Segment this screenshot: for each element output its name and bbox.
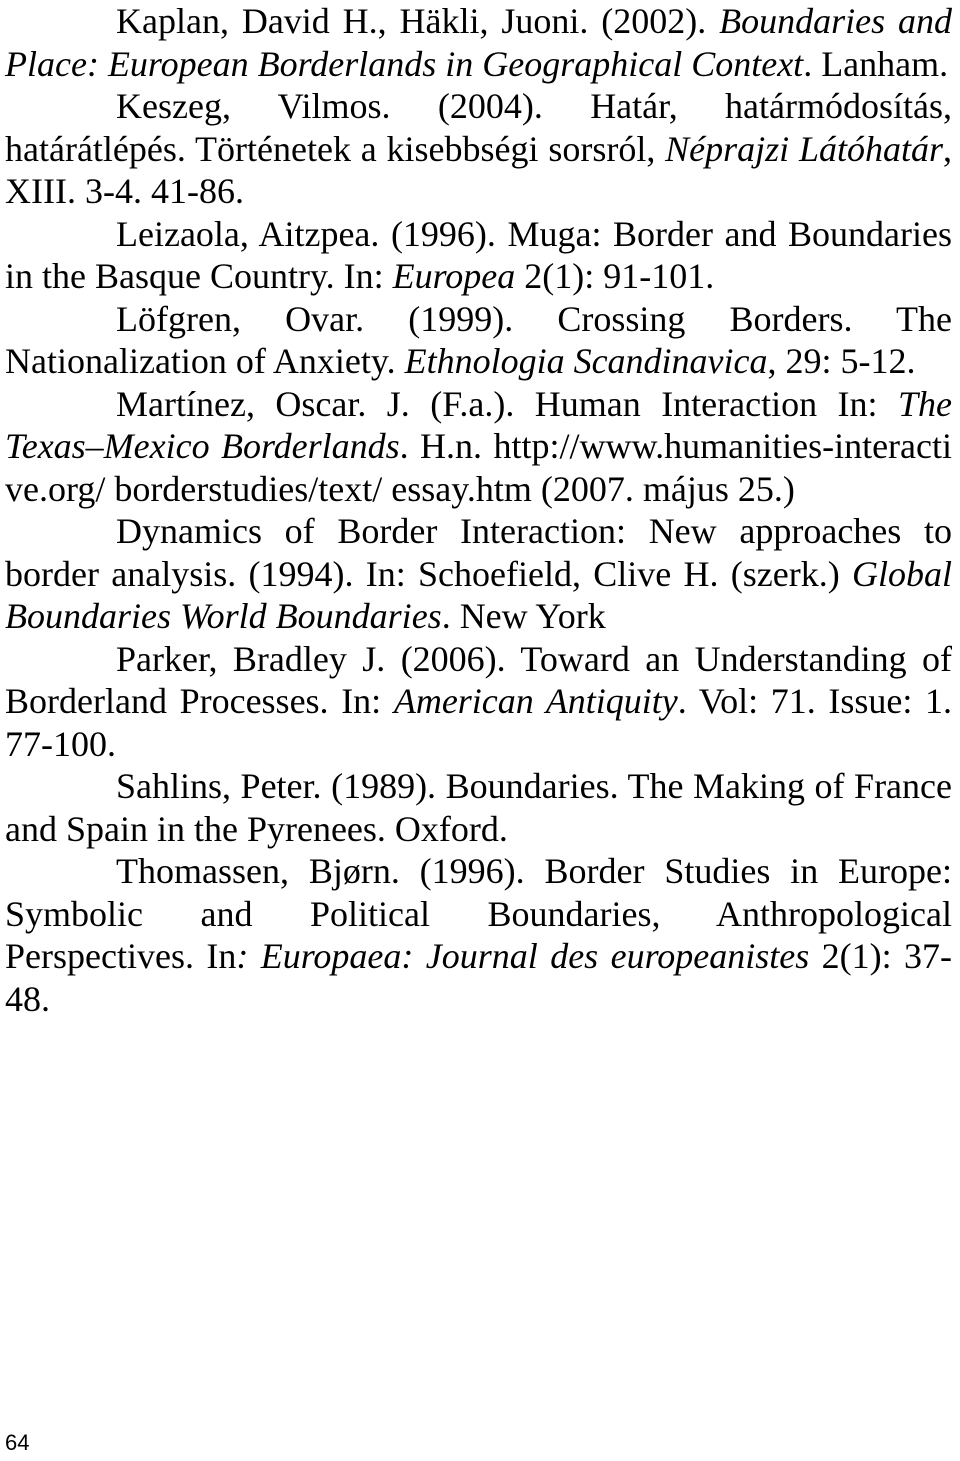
- reference-text: 2(1): 37-48.: [5, 936, 953, 1019]
- reference-text: , 29: 5-12.: [767, 341, 916, 381]
- reference-text: . Lanham.: [803, 43, 949, 84]
- reference-text: Kaplan, David H., Häkli, Juoni. (2002).: [116, 1, 720, 41]
- reference-entry: [5, 85, 952, 213]
- reference-title: Néprajzi Látóhatár: [665, 128, 943, 169]
- reference-title: : Europaea: Journal des europeanistes: [236, 936, 810, 976]
- reference-entry: [5, 765, 952, 850]
- reference-text: Löfgren, Ovar. (1999). Crossing Borders. The Nationalization of Anxiety.: [5, 298, 952, 381]
- reference-text: Martínez, Oscar. J. (F.a.). Human Interaction In:: [116, 383, 898, 424]
- reference-list: [5, 0, 952, 1020]
- reference-title: Europea: [392, 256, 516, 296]
- reference-entry: [5, 0, 952, 85]
- reference-text: Parker, Bradley J. (2006). Toward an Understanding of Borderland Processes. In:: [5, 638, 952, 721]
- reference-text: Thomassen, Bjørn. (1996). Border Studies in Europe: Symbolic and Political Boundaries, Anthropological Perspectives. In: [5, 851, 952, 976]
- reference-title: Ethnologia Scandinavica: [404, 341, 768, 381]
- reference-entry: [5, 298, 952, 383]
- reference-text: Leizaola, Aitzpea. (1996). Muga: Border and Boundaries in the Basque Country. In:: [5, 213, 952, 296]
- reference-text: Keszeg, Vilmos. (2004). Határ, határmódosítás, határátlépés. Történetek a kisebbségi sorsról,: [5, 86, 952, 169]
- reference-entry: [5, 213, 952, 298]
- reference-text: 2(1): 91-101.: [515, 256, 715, 296]
- reference-entry: [5, 638, 952, 766]
- reference-text: . H.n. http://www.humanities-interactive.org/ borderstudies/text/ essay.htm (2007. május 25.): [5, 426, 953, 509]
- reference-text: . New York: [441, 596, 606, 636]
- reference-text: Dynamics of Border Interaction: New approaches to border analysis. (1994). In: Schoefield, Clive H. (szerk.): [5, 511, 952, 594]
- reference-title: Global Boundaries World Boundaries: [5, 553, 952, 636]
- reference-text: Sahlins, Peter. (1989). Boundaries. The Making of France and Spain in the Pyrenees. Oxford.: [5, 766, 952, 849]
- page-number: 64: [5, 1430, 30, 1455]
- reference-text: . Vol: 71. Issue: 1. 77-100.: [5, 681, 952, 764]
- reference-text: , XIII. 3-4. 41-86.: [5, 128, 952, 211]
- reference-entry: [5, 383, 952, 511]
- reference-title: American Antiquity: [393, 681, 678, 721]
- reference-entry: [5, 850, 952, 1020]
- reference-entry: [5, 510, 952, 638]
- reference-title: The Texas–Mexico Borderlands: [5, 383, 952, 466]
- reference-title: Boundaries and Place: European Borderlands in Geographical Context: [5, 1, 953, 84]
